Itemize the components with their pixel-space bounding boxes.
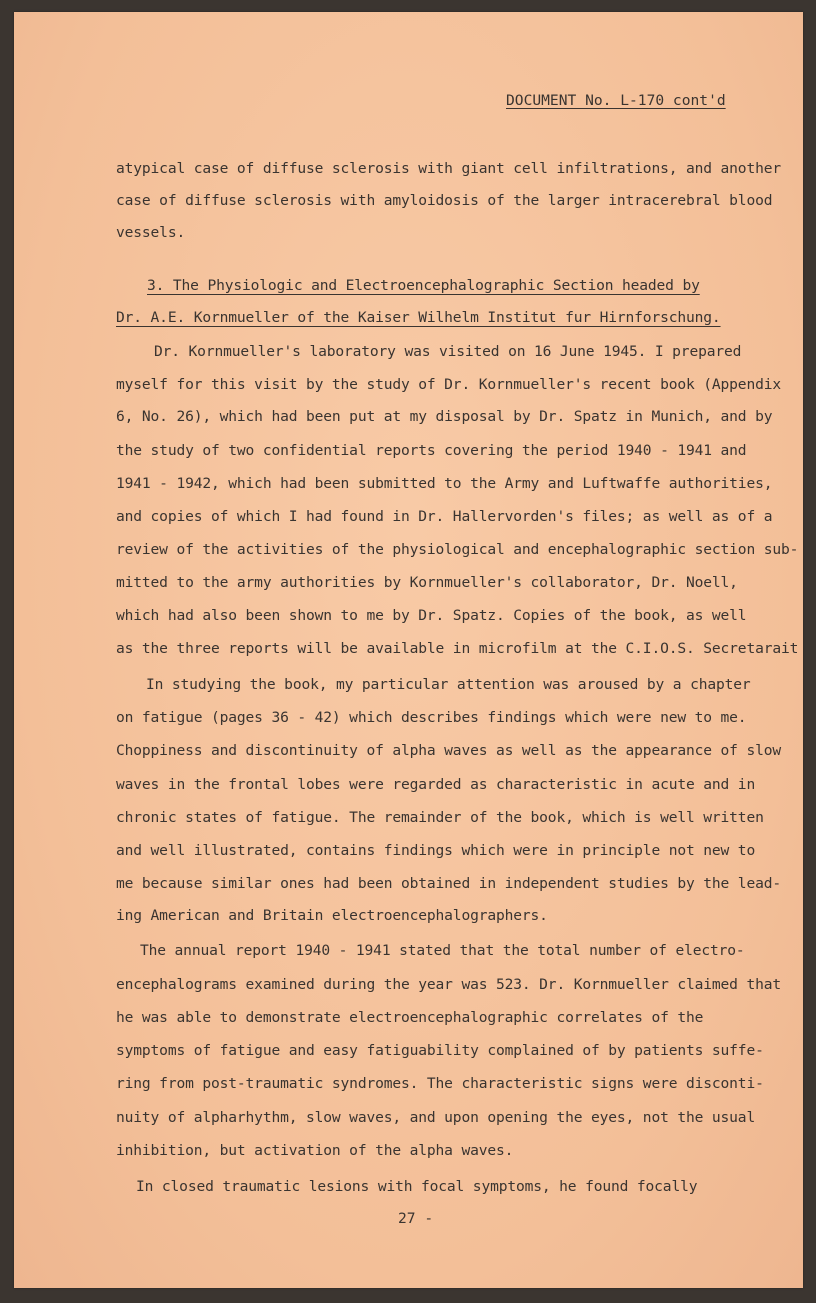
section-heading: Dr. A.E. Kornmueller of the Kaiser Wilhelm Institut fur Hirnforschung. xyxy=(116,309,721,326)
body-line: on fatigue (pages 36 - 42) which describes findings which were new to me. xyxy=(116,709,747,726)
body-line: inhibition, but activation of the alpha waves. xyxy=(116,1142,514,1159)
body-line: atypical case of diffuse sclerosis with giant cell infiltrations, and another xyxy=(116,160,781,177)
body-line: me because similar ones had been obtained in independent studies by the lead- xyxy=(116,875,781,892)
body-line: case of diffuse sclerosis with amyloidosis of the larger intracerebral blood xyxy=(116,192,773,209)
body-line: nuity of alpharhythm, slow waves, and upon opening the eyes, not the usual xyxy=(116,1109,756,1126)
body-line: as the three reports will be available in microfilm at the C.I.O.S. Secretarait xyxy=(116,640,799,657)
body-line: mitted to the army authorities by Kornmueller's collaborator, Dr. Noell, xyxy=(116,574,738,591)
body-line: waves in the frontal lobes were regarded as characteristic in acute and in xyxy=(116,776,756,793)
body-line: 6, No. 26), which had been put at my disposal by Dr. Spatz in Munich, and by xyxy=(116,408,773,425)
body-line: myself for this visit by the study of Dr. Kornmueller's recent book (Appendix xyxy=(116,376,781,393)
document-page xyxy=(14,12,803,1288)
document-reference: DOCUMENT No. L-170 cont'd xyxy=(506,92,726,109)
body-line: symptoms of fatigue and easy fatiguability complained of by patients suffe- xyxy=(116,1042,764,1059)
paragraph-start: Dr. Kornmueller's laboratory was visited on 16 June 1945. I prepared xyxy=(154,343,742,360)
paragraph-start: The annual report 1940 - 1941 stated that the total number of electro- xyxy=(140,942,745,959)
body-line: chronic states of fatigue. The remainder of the book, which is well written xyxy=(116,809,764,826)
body-line: Choppiness and discontinuity of alpha waves as well as the appearance of slow xyxy=(116,742,781,759)
body-line: encephalograms examined during the year was 523. Dr. Kornmueller claimed that xyxy=(116,976,781,993)
body-line: and well illustrated, contains findings which were in principle not new to xyxy=(116,842,756,859)
paragraph-start: In closed traumatic lesions with focal symptoms, he found focally xyxy=(136,1178,698,1195)
body-line: the study of two confidential reports covering the period 1940 - 1941 and xyxy=(116,442,747,459)
body-line: ing American and Britain electroencephalographers. xyxy=(116,907,548,924)
body-line: review of the activities of the physiological and encephalographic section sub- xyxy=(116,541,799,558)
body-line: he was able to demonstrate electroencephalographic correlates of the xyxy=(116,1009,704,1026)
body-line: ring from post-traumatic syndromes. The characteristic signs were disconti- xyxy=(116,1075,764,1092)
section-heading: 3. The Physiologic and Electroencephalographic Section headed by xyxy=(147,277,700,294)
body-line: 1941 - 1942, which had been submitted to the Army and Luftwaffe authorities, xyxy=(116,475,773,492)
body-line: and copies of which I had found in Dr. Hallervorden's files; as well as of a xyxy=(116,508,773,525)
paragraph-start: In studying the book, my particular attention was aroused by a chapter xyxy=(146,676,751,693)
page-number: 27 - xyxy=(398,1210,434,1227)
body-line: vessels. xyxy=(116,224,186,241)
body-line: which had also been shown to me by Dr. Spatz. Copies of the book, as well xyxy=(116,607,747,624)
